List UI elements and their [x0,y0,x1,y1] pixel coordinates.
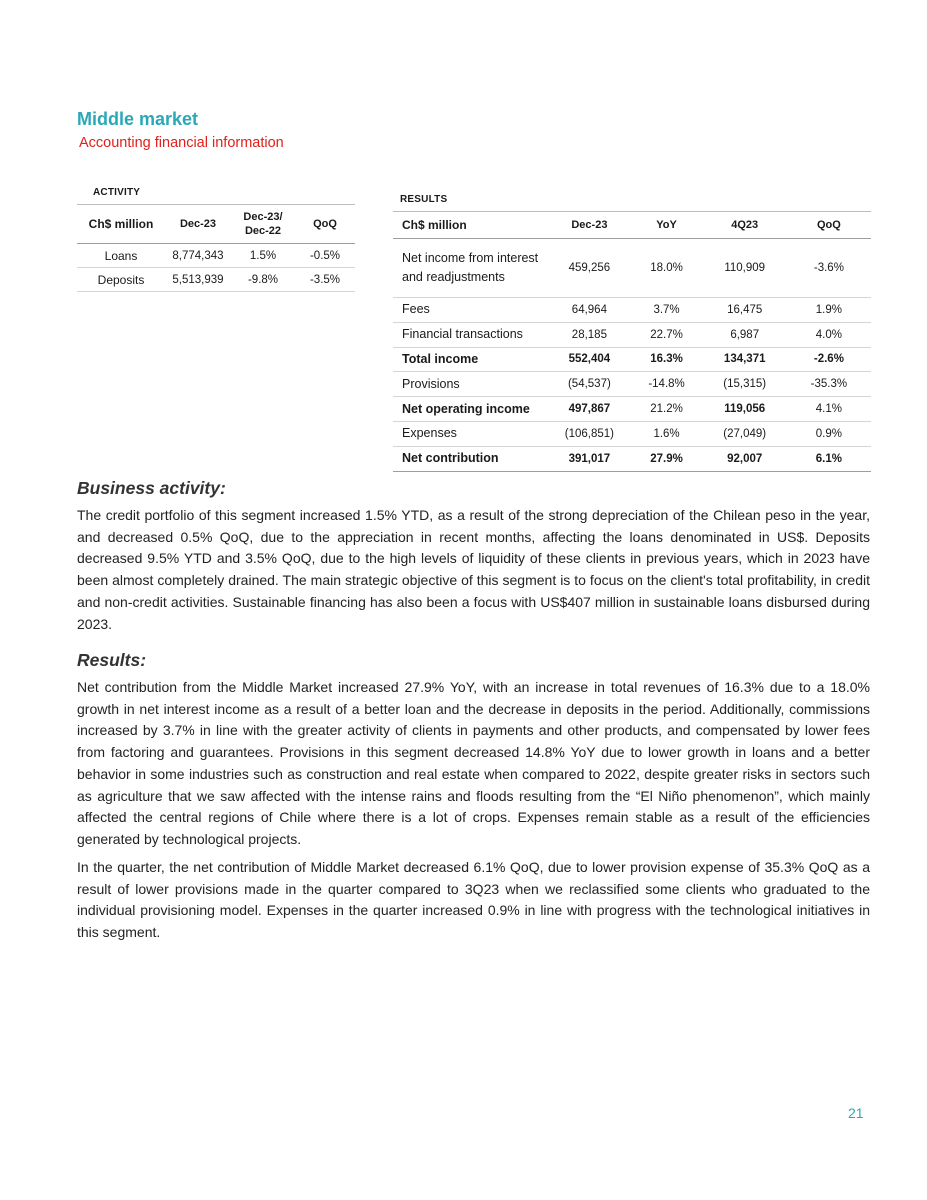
activity-col-qoq: QoQ [295,205,355,244]
results-cell: 4.0% [787,322,871,347]
activity-col-dec23: Dec-23 [165,205,231,244]
results-cell: 6,987 [703,322,787,347]
table-row [77,244,355,268]
results-cell: 6.1% [787,446,871,471]
results-cell: 1.9% [787,298,871,323]
results-cell: 1.6% [630,421,702,446]
table-row [393,322,871,347]
table-row [77,268,355,292]
activity-cell: -0.5% [295,244,355,268]
section-subtitle: Accounting financial information [79,135,284,151]
results-cell: (106,851) [548,421,630,446]
results-cell: 18.0% [630,239,702,298]
business-activity-heading: Business activity: [77,478,226,498]
results-cell: -3.6% [787,239,871,298]
table-row [393,347,871,372]
results-cell: (54,537) [548,372,630,397]
activity-cell: 5,513,939 [165,268,231,292]
results-cell: 0.9% [787,421,871,446]
activity-cell-label: Deposits [77,268,165,292]
activity-cell: 8,774,343 [165,244,231,268]
results-cell: 27.9% [630,446,702,471]
activity-cell: 1.5% [231,244,295,268]
results-row-label: Expenses [393,421,548,446]
results-cell: (15,315) [703,372,787,397]
results-header-row [393,212,871,239]
business-activity-text: The credit portfolio of this segment increased 1.5% YTD, as a result of the strong depreciation of the Chilean peso in the year, and decreased 0.5% QoQ, due to the appreciation in recent months, affecting the loans denominated in US$. Deposits decreased 9.5% YTD and 3.5% QoQ, due to the high levels of liquidity of these clients in previous years, which in 2023 have been almost completely drained. The main strategic objective of this segment is to focus on the client's total profitability, in credit and non-credit activities. Sustainable financing has also been a focus with US$407 million in sustainable loans disbursed during 2023. [77,507,870,632]
results-cell: 110,909 [703,239,787,298]
table-row [393,239,871,298]
activity-col-unit: Ch$ million [77,205,165,244]
activity-col-yoy-line2: Dec-22 [244,225,282,237]
results-cell: 552,404 [548,347,630,372]
results-col-qoq: QoQ [787,212,871,239]
results-cell: 21.2% [630,397,702,422]
results-col-4q23: 4Q23 [703,212,787,239]
results-cell: 92,007 [703,446,787,471]
page-number: 21 [848,1105,864,1121]
table-row [393,421,871,446]
results-cell: 134,371 [703,347,787,372]
results-cell: -35.3% [787,372,871,397]
section-title: Middle market [77,109,199,129]
activity-cell-label: Loans [77,244,165,268]
results-paragraph-1: Net contribution from the Middle Market increased 27.9% YoY, with an increase in total revenues of 16.3% due to a 18.0% growth in net interest income as a result of a better loan and the decrease in deposits in the period. Additionally, commissions increased by 3.7% in line with the greater activity of clients in payments and other products, and compensated by lower fees from factoring and guarantees. Provisions in this segment decreased 14.8% YoY due to lower growth in loans and a better behavior in some industries such as construction and real estate when compared to 2022, despite greater risks in sectors such as agriculture that we saw affected with the intense rains and floods resulting from the “El Niño phenomenon”, which mainly affected the central regions of Chile where there is a lot of crops. Expenses remain stable as a result of the efficiencies generated by technological projects. [77,679,870,847]
results-row-label: Total income [393,347,548,372]
results-cell: 16.3% [630,347,702,372]
table-row [393,397,871,422]
results-heading: Results: [77,650,147,670]
results-cell: 391,017 [548,446,630,471]
results-cell: 64,964 [548,298,630,323]
activity-cell: -9.8% [231,268,295,292]
results-cell: 497,867 [548,397,630,422]
results-row-label: Financial transactions [393,322,548,347]
activity-col-yoy [231,205,295,244]
activity-header-row [77,205,355,244]
table-row [393,298,871,323]
results-cell: 28,185 [548,322,630,347]
results-table [393,211,871,472]
results-col-yoy: YoY [630,212,702,239]
results-row-label: Net income from interest and readjustments [393,239,548,298]
results-paragraph-2: In the quarter, the net contribution of Middle Market decreased 6.1% QoQ, due to lower provision expense of 35.3% QoQ as a result of lower provisions made in the quarter compared to 3Q23 when we reclassified some clients who graduated to the individual provisioning model. Expenses in the quarter increased 0.9% in line with progress with the technological initiatives in this segment. [77,859,870,941]
results-cell: 4.1% [787,397,871,422]
results-cell: -14.8% [630,372,702,397]
results-cell: 16,475 [703,298,787,323]
results-row-label: Net operating income [393,397,548,422]
results-table-label: RESULTS [400,194,448,205]
results-cell: 459,256 [548,239,630,298]
results-cell: (27,049) [703,421,787,446]
results-cell: 3.7% [630,298,702,323]
activity-table-label: ACTIVITY [93,187,141,198]
results-cell: 119,056 [703,397,787,422]
results-cell: -2.6% [787,347,871,372]
table-row [393,372,871,397]
activity-col-yoy-line1: Dec-23/ [243,211,283,223]
results-row-label: Net contribution [393,446,548,471]
results-col-dec23: Dec-23 [548,212,630,239]
activity-table [77,204,355,292]
activity-cell: -3.5% [295,268,355,292]
results-cell: 22.7% [630,322,702,347]
results-col-unit: Ch$ million [393,212,548,239]
results-row-label: Fees [393,298,548,323]
results-row-label: Provisions [393,372,548,397]
table-row [393,446,871,471]
